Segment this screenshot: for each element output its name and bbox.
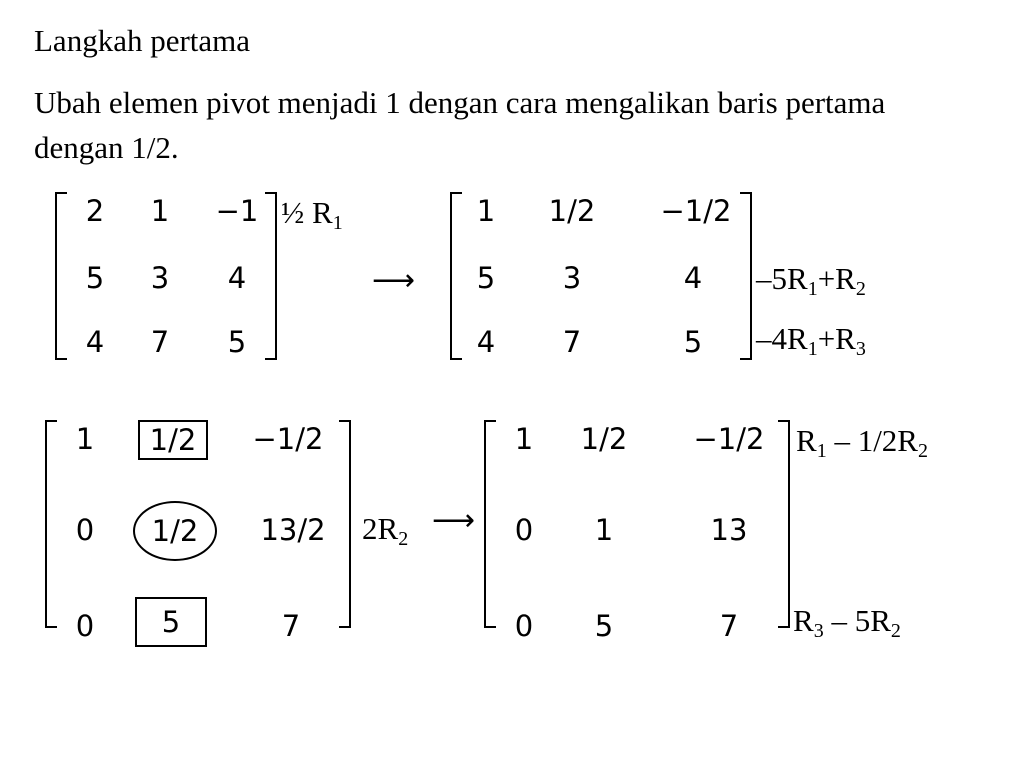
matrix-cell: 7	[562, 325, 582, 359]
matrix-cell: 5	[683, 325, 703, 359]
matrix-cell: 5	[594, 609, 614, 643]
matrix-cell: 1	[594, 513, 614, 547]
op-sub: 3	[855, 338, 866, 360]
matrix-step-3	[484, 420, 790, 643]
matrix-cell: 5	[227, 325, 247, 359]
op-text: +R	[817, 321, 856, 356]
circled-pivot-cell: 1/2	[133, 501, 217, 561]
op-text: R	[796, 423, 817, 458]
matrix-cell: 1	[514, 422, 534, 456]
op-sub: 2	[855, 278, 866, 300]
step-description: Ubah elemen pivot menjadi 1 dengan cara mengalikan baris pertama dengan 1/2.	[34, 85, 886, 165]
op-text: 2R	[362, 511, 399, 546]
matrix-original	[55, 192, 277, 360]
matrix-cell: 2	[85, 194, 105, 228]
matrix-cell: 4	[476, 325, 496, 359]
matrix-cell: 7	[150, 325, 170, 359]
op-text: –4R	[756, 321, 808, 356]
matrix-cell: 0	[514, 513, 534, 547]
op-sub: 2	[917, 440, 928, 462]
matrix-cell: −1/2	[693, 422, 765, 456]
op-text: R	[793, 603, 814, 638]
matrix-cell: 5	[85, 261, 105, 295]
op-text: – 1/2R	[826, 423, 918, 458]
op-sub: 1	[332, 212, 343, 234]
row-operation	[796, 423, 928, 462]
matrix-cell: 1/2	[580, 422, 628, 456]
matrix-step-2	[45, 420, 351, 643]
matrix-cell: 13/2	[260, 513, 326, 547]
matrix-cell: 0	[75, 609, 95, 643]
matrix-cell: 3	[150, 261, 170, 295]
row-operation	[756, 261, 866, 300]
right-arrow-icon: ⟶	[432, 503, 476, 538]
matrix-cell: 5	[476, 261, 496, 295]
matrix-cell: 0	[75, 513, 95, 547]
op-sub: 2	[890, 620, 901, 642]
matrix-cell: −1/2	[252, 422, 324, 456]
op-text: –5R	[756, 261, 808, 296]
row-operation	[793, 603, 901, 642]
matrix-cell: 3	[562, 261, 582, 295]
op-text: +R	[817, 261, 856, 296]
matrix-cell: 1	[150, 194, 170, 228]
matrix-cell: 4	[85, 325, 105, 359]
op-sub: 2	[398, 528, 409, 550]
boxed-matrix-cell: 5	[135, 597, 207, 647]
matrix-cell: 1	[476, 194, 496, 228]
matrix-cell: 1/2	[548, 194, 596, 228]
row-operation	[756, 321, 866, 360]
matrix-cell: 1	[75, 422, 95, 456]
row-operation	[362, 511, 409, 550]
matrix-cell: 0	[514, 609, 534, 643]
page-title: Langkah pertama	[34, 23, 251, 58]
matrix-cell: 7	[719, 609, 739, 643]
boxed-matrix-cell: 1/2	[138, 420, 208, 460]
op-text: – 5R	[823, 603, 891, 638]
matrix-step-1	[450, 192, 752, 360]
row-operation	[281, 195, 343, 234]
matrix-cell: 4	[227, 261, 247, 295]
op-text: ½ R	[281, 195, 333, 230]
op-sub: 1	[807, 278, 818, 300]
matrix-cell: 4	[683, 261, 703, 295]
matrix-cell: 7	[281, 609, 301, 643]
op-sub: 3	[813, 620, 824, 642]
matrix-cell: 13	[710, 513, 748, 547]
right-arrow-icon: ⟶	[372, 263, 416, 298]
op-sub: 1	[816, 440, 827, 462]
matrix-cell: −1	[215, 194, 259, 228]
matrix-cell: −1/2	[660, 194, 732, 228]
op-sub: 1	[807, 338, 818, 360]
